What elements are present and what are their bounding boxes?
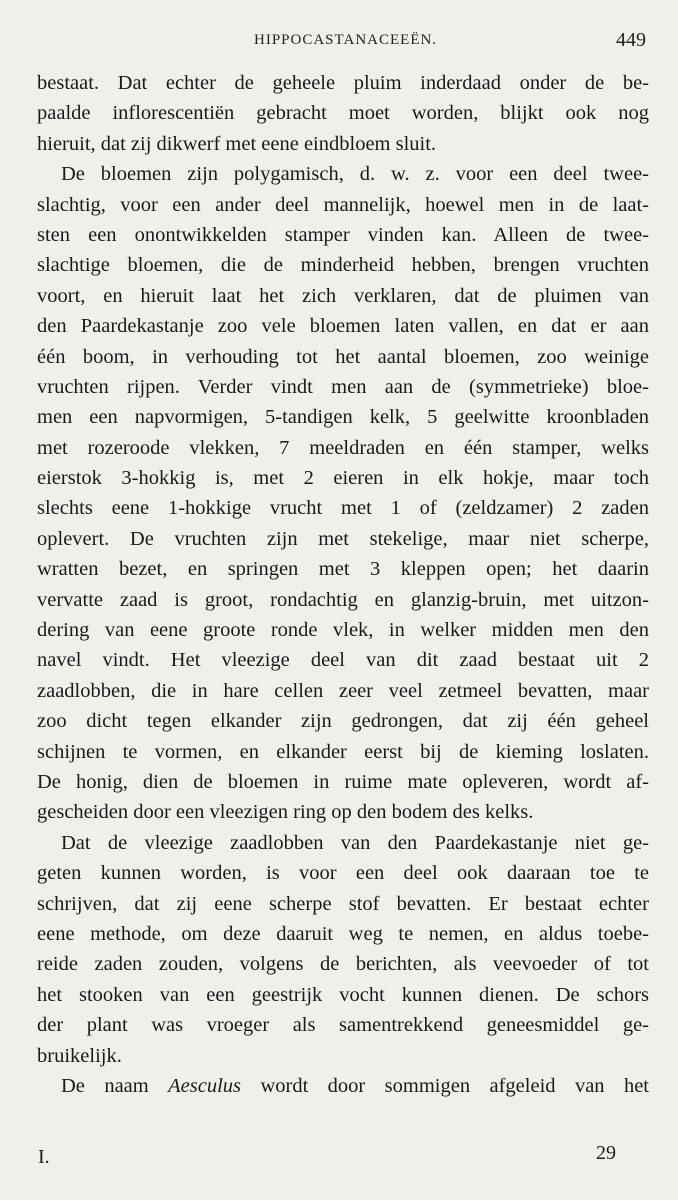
signature-mark: I. [38,1146,50,1168]
page-footer [0,1142,678,1176]
text-line: schijnen te vormen, en elkander eerst bij de kieming loslaten. [37,740,649,763]
body-text [37,68,649,1101]
text-line: Dat de vleezige zaadlobben van den Paardekastanje niet ge- [61,831,649,854]
text-line: zoo dicht tegen elkander zijn gedrongen, dat zij één geheel [37,710,649,733]
text-line: hieruit, dat zij dikwerf met eene eindbloem sluit. [37,132,437,155]
text-line: De bloemen zijn polygamisch, d. w. z. voor een deel twee- [61,163,649,186]
text-line: het stooken van een geestrijk vocht kunnen dienen. De schors [37,983,649,1006]
text-line: één boom, in verhouding tot het aantal bloemen, zoo weinige [37,345,649,368]
text-fragment: wordt door sommigen afgeleid van het [260,1074,649,1097]
running-title: HIPPOCASTANACEEËN. [254,32,438,48]
running-head [0,28,678,58]
text-line: vervatte zaad is groot, rondachtig en glanzig-bruin, met uitzon- [37,588,649,611]
text-line: wratten bezet, en springen met 3 kleppen open; het daarin [37,558,649,581]
text-line: navel vindt. Het vleezige deel van dit zaad bestaat uit 2 [37,649,649,672]
text-line: eene methode, om deze daaruit weg te nemen, en aldus toebe- [37,922,649,945]
text-line-last [37,1071,649,1101]
text-line: bruikelijk. [37,1044,122,1067]
text-line: reide zaden zouden, volgens de berichten, als veevoeder of tot [37,953,649,976]
text-line: gescheiden door een vleezigen ring op den bodem des kelks. [37,801,534,824]
sheet-number: 29 [596,1142,616,1164]
text-line: bestaat. Dat echter de geheele pluim inderdaad onder de be- [37,72,649,94]
text-line: den Paardekastanje zoo vele bloemen laten vallen, en dat er aan [37,315,649,338]
text-line: eierstok 3-hokkig is, met 2 eieren in elk hokje, maar toch [37,467,649,490]
text-line: paalde inflorescentiën gebracht moet worden, blijkt ook nog [37,102,649,125]
text-line: oplevert. De vruchten zijn met stekelige, maar niet scherpe, [37,527,649,550]
text-line: vruchten rijpen. Verder vindt men aan de (symmetrieke) bloe- [37,375,649,398]
text-line: voort, en hieruit laat het zich verklaren, dat de pluimen van [37,284,649,307]
text-line: schrijven, dat zij eene scherpe stof bevatten. Er bestaat echter [37,892,649,915]
text-line: men een napvormigen, 5-tandigen kelk, 5 geelwitte kroonbladen [37,406,649,429]
text-line: sten een onontwikkelden stamper vinden kan. Alleen de twee- [37,223,649,246]
text-fragment: De naam [61,1074,149,1097]
text-line: De honig, dien de bloemen in ruime mate opleveren, wordt af- [37,770,649,793]
text-line: slechts eene 1-hokkige vrucht met 1 of (zeldzamer) 2 zaden [37,497,649,520]
page-number: 449 [616,29,646,51]
text-line: slachtige bloemen, die de minderheid hebben, brengen vruchten [37,254,649,277]
text-line: dering van eene groote ronde vlek, in welker midden men den [37,619,649,642]
text-line: zaadlobben, die in hare cellen zeer veel zetmeel bevatten, maar [37,679,649,702]
genus-name: Aesculus [168,1074,242,1097]
text-line: slachtig, voor een ander deel mannelijk, hoewel men in de laat- [37,193,649,216]
text-line: met rozeroode vlekken, 7 meeldraden en één stamper, welks [37,436,649,459]
text-line: der plant was vroeger als samentrekkend geneesmiddel ge- [37,1014,649,1037]
text-line: geten kunnen worden, is voor een deel ook daaraan toe te [37,862,649,885]
